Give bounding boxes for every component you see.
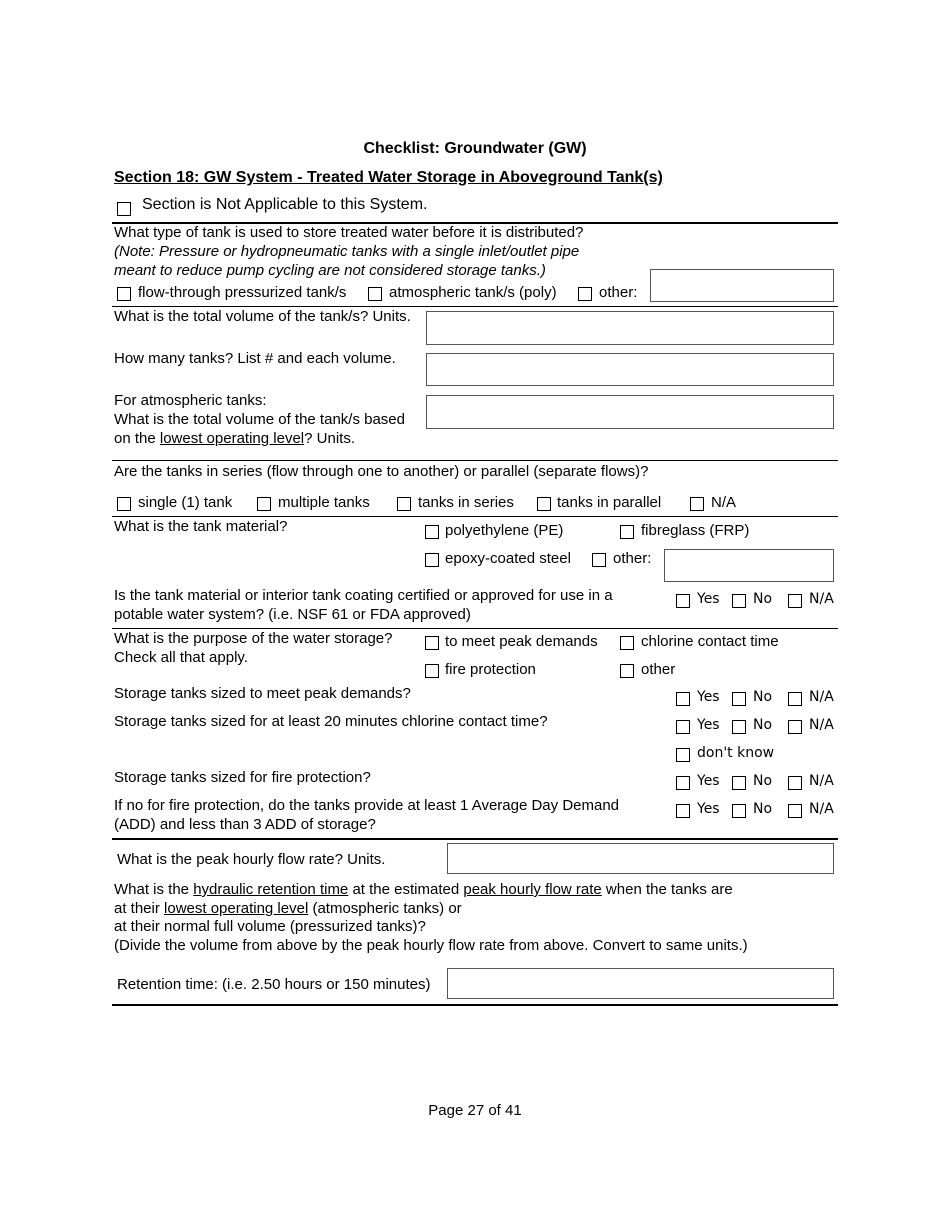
peak-flow-field[interactable] bbox=[447, 843, 834, 874]
peak-na-label: N/A bbox=[809, 689, 834, 705]
tanks-in-parallel-label: tanks in parallel bbox=[557, 494, 662, 511]
chlorine-na-label: N/A bbox=[809, 717, 834, 733]
multiple-tanks-label: multiple tanks bbox=[278, 494, 370, 511]
chlorine-no-label: No bbox=[753, 717, 773, 733]
certified-na-label: N/A bbox=[809, 591, 834, 607]
add-no-label: No bbox=[753, 801, 773, 817]
flow-through-label: flow-through pressurized tank/s bbox=[138, 284, 347, 301]
fire-no-checkbox[interactable] bbox=[732, 776, 746, 790]
add-no-checkbox[interactable] bbox=[732, 804, 746, 818]
atmospheric-label: atmospheric tank/s (poly) bbox=[389, 284, 557, 301]
peak-yes-label: Yes bbox=[697, 689, 720, 705]
divider bbox=[112, 838, 838, 840]
material-question: What is the tank material? bbox=[114, 518, 288, 535]
tanks-in-parallel-checkbox[interactable] bbox=[537, 497, 551, 511]
tank-type-note: meant to reduce pump cycling are not considered storage tanks.) bbox=[114, 262, 546, 279]
divider bbox=[112, 460, 838, 461]
retention-time-label: Retention time: (i.e. 2.50 hours or 150 minutes) bbox=[117, 976, 431, 993]
divider bbox=[112, 516, 838, 517]
purpose-other-label: other bbox=[641, 661, 676, 678]
fire-protection-label: fire protection bbox=[445, 661, 536, 678]
retention-question: at their normal full volume (pressurized tanks)? bbox=[114, 918, 426, 935]
atmospheric-volume-question: What is the total volume of the tank/s based bbox=[114, 411, 405, 428]
atmospheric-checkbox[interactable] bbox=[368, 287, 382, 301]
purpose-question: Check all that apply. bbox=[114, 649, 248, 666]
tank-count-field[interactable] bbox=[426, 353, 834, 386]
certified-question: potable water system? (i.e. NSF 61 or FDA approved) bbox=[114, 606, 471, 623]
fire-protection-checkbox[interactable] bbox=[425, 664, 439, 678]
epoxy-steel-label: epoxy-coated steel bbox=[445, 550, 571, 567]
peak-yes-checkbox[interactable] bbox=[676, 692, 690, 706]
tank-type-other-field[interactable] bbox=[650, 269, 834, 302]
certified-yes-checkbox[interactable] bbox=[676, 594, 690, 608]
atmospheric-volume-field[interactable] bbox=[426, 395, 834, 429]
divider bbox=[112, 628, 838, 629]
page-title: Checklist: Groundwater (GW) bbox=[363, 140, 587, 157]
not-applicable-checkbox[interactable] bbox=[117, 202, 131, 216]
fire-sized-question: Storage tanks sized for fire protection? bbox=[114, 769, 371, 786]
peak-flow-question: What is the peak hourly flow rate? Units. bbox=[117, 851, 386, 868]
flow-through-checkbox[interactable] bbox=[117, 287, 131, 301]
retention-question: What is the hydraulic retention time at the estimated peak hourly flow rate when the tanks are bbox=[114, 881, 733, 898]
polyethylene-checkbox[interactable] bbox=[425, 525, 439, 539]
tanks-in-series-checkbox[interactable] bbox=[397, 497, 411, 511]
certified-yes-label: Yes bbox=[697, 591, 720, 607]
total-volume-field[interactable] bbox=[426, 311, 834, 345]
chlorine-na-checkbox[interactable] bbox=[788, 720, 802, 734]
fire-na-checkbox[interactable] bbox=[788, 776, 802, 790]
divider bbox=[112, 1004, 838, 1006]
fibreglass-label: fibreglass (FRP) bbox=[641, 522, 750, 539]
certified-no-checkbox[interactable] bbox=[732, 594, 746, 608]
peak-no-label: No bbox=[753, 689, 773, 705]
single-tank-checkbox[interactable] bbox=[117, 497, 131, 511]
epoxy-steel-checkbox[interactable] bbox=[425, 553, 439, 567]
peak-na-checkbox[interactable] bbox=[788, 692, 802, 706]
chlorine-sized-question: Storage tanks sized for at least 20 minutes chlorine contact time? bbox=[114, 713, 548, 730]
fire-no-label: No bbox=[753, 773, 773, 789]
add-na-checkbox[interactable] bbox=[788, 804, 802, 818]
chlorine-contact-checkbox[interactable] bbox=[620, 636, 634, 650]
tank-type-note: (Note: Pressure or hydropneumatic tanks with a single inlet/outlet pipe bbox=[114, 243, 580, 260]
series-na-label: N/A bbox=[711, 494, 737, 511]
peak-no-checkbox[interactable] bbox=[732, 692, 746, 706]
chlorine-yes-checkbox[interactable] bbox=[676, 720, 690, 734]
tank-type-other-checkbox[interactable] bbox=[578, 287, 592, 301]
series-question: Are the tanks in series (flow through one to another) or parallel (separate flows)? bbox=[114, 463, 649, 480]
tank-type-other-label: other: bbox=[599, 284, 638, 301]
not-applicable-label: Section is Not Applicable to this System. bbox=[142, 196, 428, 213]
page-number: Page 27 of 41 bbox=[428, 1102, 522, 1119]
single-tank-label: single (1) tank bbox=[138, 494, 233, 511]
fire-na-label: N/A bbox=[809, 773, 834, 789]
tank-type-question: What type of tank is used to store treated water before it is distributed? bbox=[114, 224, 584, 241]
tank-count-question: How many tanks? List # and each volume. bbox=[114, 350, 396, 367]
fire-yes-label: Yes bbox=[697, 773, 720, 789]
atmospheric-volume-question: on the lowest operating level? Units. bbox=[114, 430, 355, 447]
peak-demands-checkbox[interactable] bbox=[425, 636, 439, 650]
polyethylene-label: polyethylene (PE) bbox=[445, 522, 564, 539]
retention-question: at their lowest operating level (atmospheric tanks) or bbox=[114, 900, 462, 917]
add-na-label: N/A bbox=[809, 801, 834, 817]
peak-demands-label: to meet peak demands bbox=[445, 633, 598, 650]
material-other-label: other: bbox=[613, 550, 652, 567]
add-yes-label: Yes bbox=[697, 801, 720, 817]
multiple-tanks-checkbox[interactable] bbox=[257, 497, 271, 511]
add-question: If no for fire protection, do the tanks provide at least 1 Average Day Demand bbox=[114, 797, 620, 814]
add-question: (ADD) and less than 3 ADD of storage? bbox=[114, 816, 376, 833]
chlorine-dont-know-label: don't know bbox=[697, 745, 775, 761]
add-yes-checkbox[interactable] bbox=[676, 804, 690, 818]
material-other-field[interactable] bbox=[664, 549, 834, 582]
peak-sized-question: Storage tanks sized to meet peak demands? bbox=[114, 685, 411, 702]
retention-instructions: (Divide the volume from above by the peak hourly flow rate from above. Convert to same units.) bbox=[114, 937, 748, 954]
tanks-in-series-label: tanks in series bbox=[418, 494, 514, 511]
certified-no-label: No bbox=[753, 591, 773, 607]
chlorine-no-checkbox[interactable] bbox=[732, 720, 746, 734]
purpose-question: What is the purpose of the water storage? bbox=[114, 630, 393, 647]
chlorine-yes-label: Yes bbox=[697, 717, 720, 733]
divider bbox=[112, 306, 838, 307]
certified-question: Is the tank material or interior tank coating certified or approved for use in a bbox=[114, 587, 613, 604]
fire-yes-checkbox[interactable] bbox=[676, 776, 690, 790]
series-na-checkbox[interactable] bbox=[690, 497, 704, 511]
certified-na-checkbox[interactable] bbox=[788, 594, 802, 608]
chlorine-contact-label: chlorine contact time bbox=[641, 633, 779, 650]
retention-time-field[interactable] bbox=[447, 968, 834, 999]
purpose-other-checkbox[interactable] bbox=[620, 664, 634, 678]
section-title: Section 18: GW System - Treated Water Storage in Aboveground Tank(s) bbox=[114, 169, 663, 186]
total-volume-question: What is the total volume of the tank/s? Units. bbox=[114, 308, 411, 325]
atmospheric-volume-question: For atmospheric tanks: bbox=[114, 392, 267, 409]
material-other-checkbox[interactable] bbox=[592, 553, 606, 567]
fibreglass-checkbox[interactable] bbox=[620, 525, 634, 539]
chlorine-dont-know-checkbox[interactable] bbox=[676, 748, 690, 762]
